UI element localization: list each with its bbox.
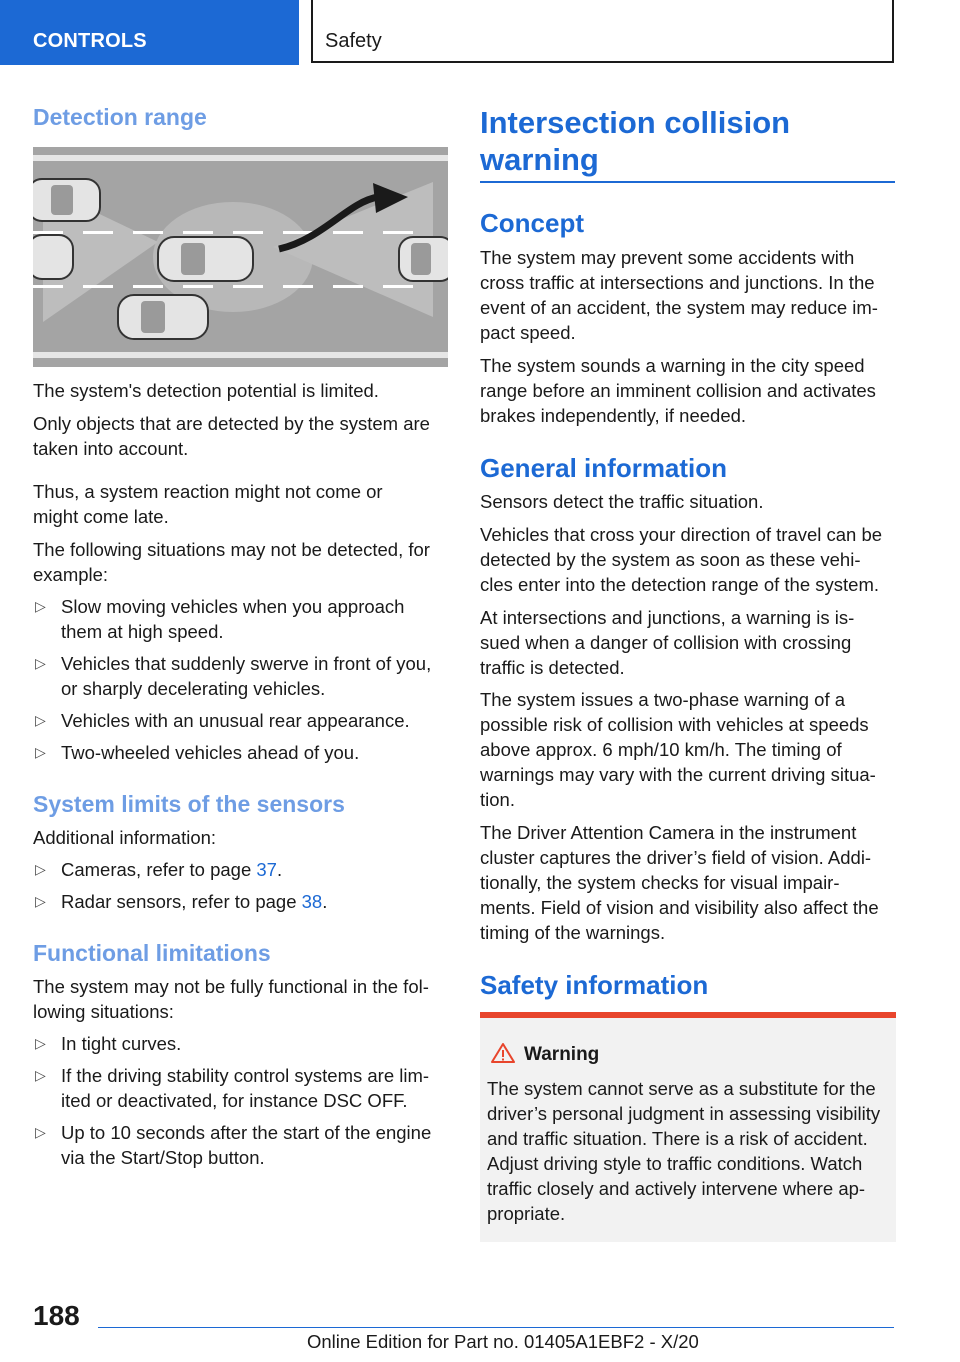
bullet-triangle-icon: ▷ — [35, 744, 46, 760]
edition-note: Online Edition for Part no. 01405A1EBF2 - X/20 — [307, 1331, 699, 1352]
page-link-cameras[interactable]: 37 — [256, 859, 277, 880]
bullet-triangle-icon: ▷ — [35, 1035, 46, 1051]
paragraph: The system's detection potential is limited. — [33, 380, 379, 401]
list-item: ▷ Two-wheeled vehicles ahead of you. — [35, 742, 360, 763]
page-link-radar[interactable]: 38 — [301, 891, 323, 912]
detection-range-illustration — [33, 147, 448, 367]
list-item: ▷ Vehicles that suddenly swerve in front of you, or sharply decelerating vehicles. — [35, 653, 432, 699]
bullet-triangle-icon: ▷ — [35, 598, 46, 614]
warning-box — [480, 1012, 896, 1242]
warning-text: The system cannot serve as a substitute for the driver’s personal judgment in assessing visibility and traffic situation. There is a risk of accident. Adjust driving style to traffic conditions. Watch traffic closely and actively intervene where ap‐ propriate. — [487, 1078, 881, 1224]
list-item: ▷ Up to 10 seconds after the start of the engine via the Start/Stop button. — [35, 1122, 432, 1168]
bullet-triangle-icon: ▷ — [35, 655, 46, 671]
page-title: Intersection collision warning — [480, 105, 791, 177]
bullet-triangle-icon: ▷ — [35, 1124, 46, 1140]
bullet-triangle-icon: ▷ — [35, 861, 46, 877]
paragraph: At intersections and junctions, a warning is is‐ sued when a danger of collision with crossing traffic is detected. — [480, 607, 855, 678]
paragraph: Additional information: — [33, 827, 217, 848]
heading-general-information: General information — [480, 453, 728, 483]
chapter-label: Safety — [325, 30, 382, 52]
paragraph: The system may prevent some accidents with cross traffic at intersections and junctions. In the event of an accident, the system may reduce im‐ pact speed. — [480, 247, 878, 343]
heading-sensor-limits: System limits of the sensors — [33, 791, 345, 817]
paragraph: Only objects that are detected by the system are taken into account. — [33, 413, 430, 459]
paragraph: The system sounds a warning in the city speed range before an imminent collision and activates brakes independently, if needed. — [480, 355, 876, 426]
bullet-triangle-icon: ▷ — [35, 712, 46, 728]
footer-rule — [98, 1327, 894, 1328]
paragraph: The system issues a two-phase warning of a possible risk of collision with vehicles at speeds above approx. 6 mph/10 km/h. The timing of warnings may vary with the current driving situa‐ tion. — [480, 689, 876, 810]
paragraph: The following situations may not be detected, for example: — [33, 539, 430, 585]
warning-label: Warning — [524, 1044, 600, 1065]
list-item: ▷ Cameras, refer to page 37. — [35, 859, 283, 880]
warning-triangle-icon — [490, 1042, 516, 1064]
paragraph: The system may not be fully functional in the fol‐ lowing situations: — [33, 976, 429, 1022]
bullet-triangle-icon: ▷ — [35, 1067, 46, 1083]
heading-safety-information: Safety information — [480, 970, 709, 1000]
list-item: ▷ Radar sensors, refer to page 38. — [35, 891, 328, 912]
list-item: ▷ If the driving stability control systems are lim‐ ited or deactivated, for instance DSC OFF. — [35, 1065, 430, 1111]
heading-detection-range: Detection range — [33, 104, 207, 130]
title-rule — [480, 181, 895, 183]
heading-functional-limitations: Functional limitations — [33, 940, 271, 966]
page-number: 188 — [33, 1300, 80, 1331]
section-tab — [0, 0, 299, 65]
list-item: ▷ Slow moving vehicles when you approach them at high speed. — [35, 596, 405, 642]
paragraph: Vehicles that cross your direction of travel can be detected by the system as soon as these vehi‐ cles enter into the detection range of the system. — [480, 524, 883, 595]
paragraph: The Driver Attention Camera in the instrument cluster captures the driver’s field of vision. Addi‐ tionally, the system checks for visual impair‐ ments. Field of vision and visibility also affect the timing of the warnings. — [480, 822, 879, 943]
paragraph: Thus, a system reaction might not come or might come late. — [33, 481, 383, 527]
heading-concept: Concept — [480, 208, 584, 238]
paragraph: Sensors detect the traffic situation. — [480, 491, 764, 512]
list-item: ▷ Vehicles with an unusual rear appearance. — [35, 710, 410, 731]
chapter-tab — [311, 0, 894, 63]
section-label: CONTROLS — [33, 30, 147, 52]
list-item: ▷ In tight curves. — [35, 1033, 182, 1054]
bullet-triangle-icon: ▷ — [35, 893, 46, 909]
